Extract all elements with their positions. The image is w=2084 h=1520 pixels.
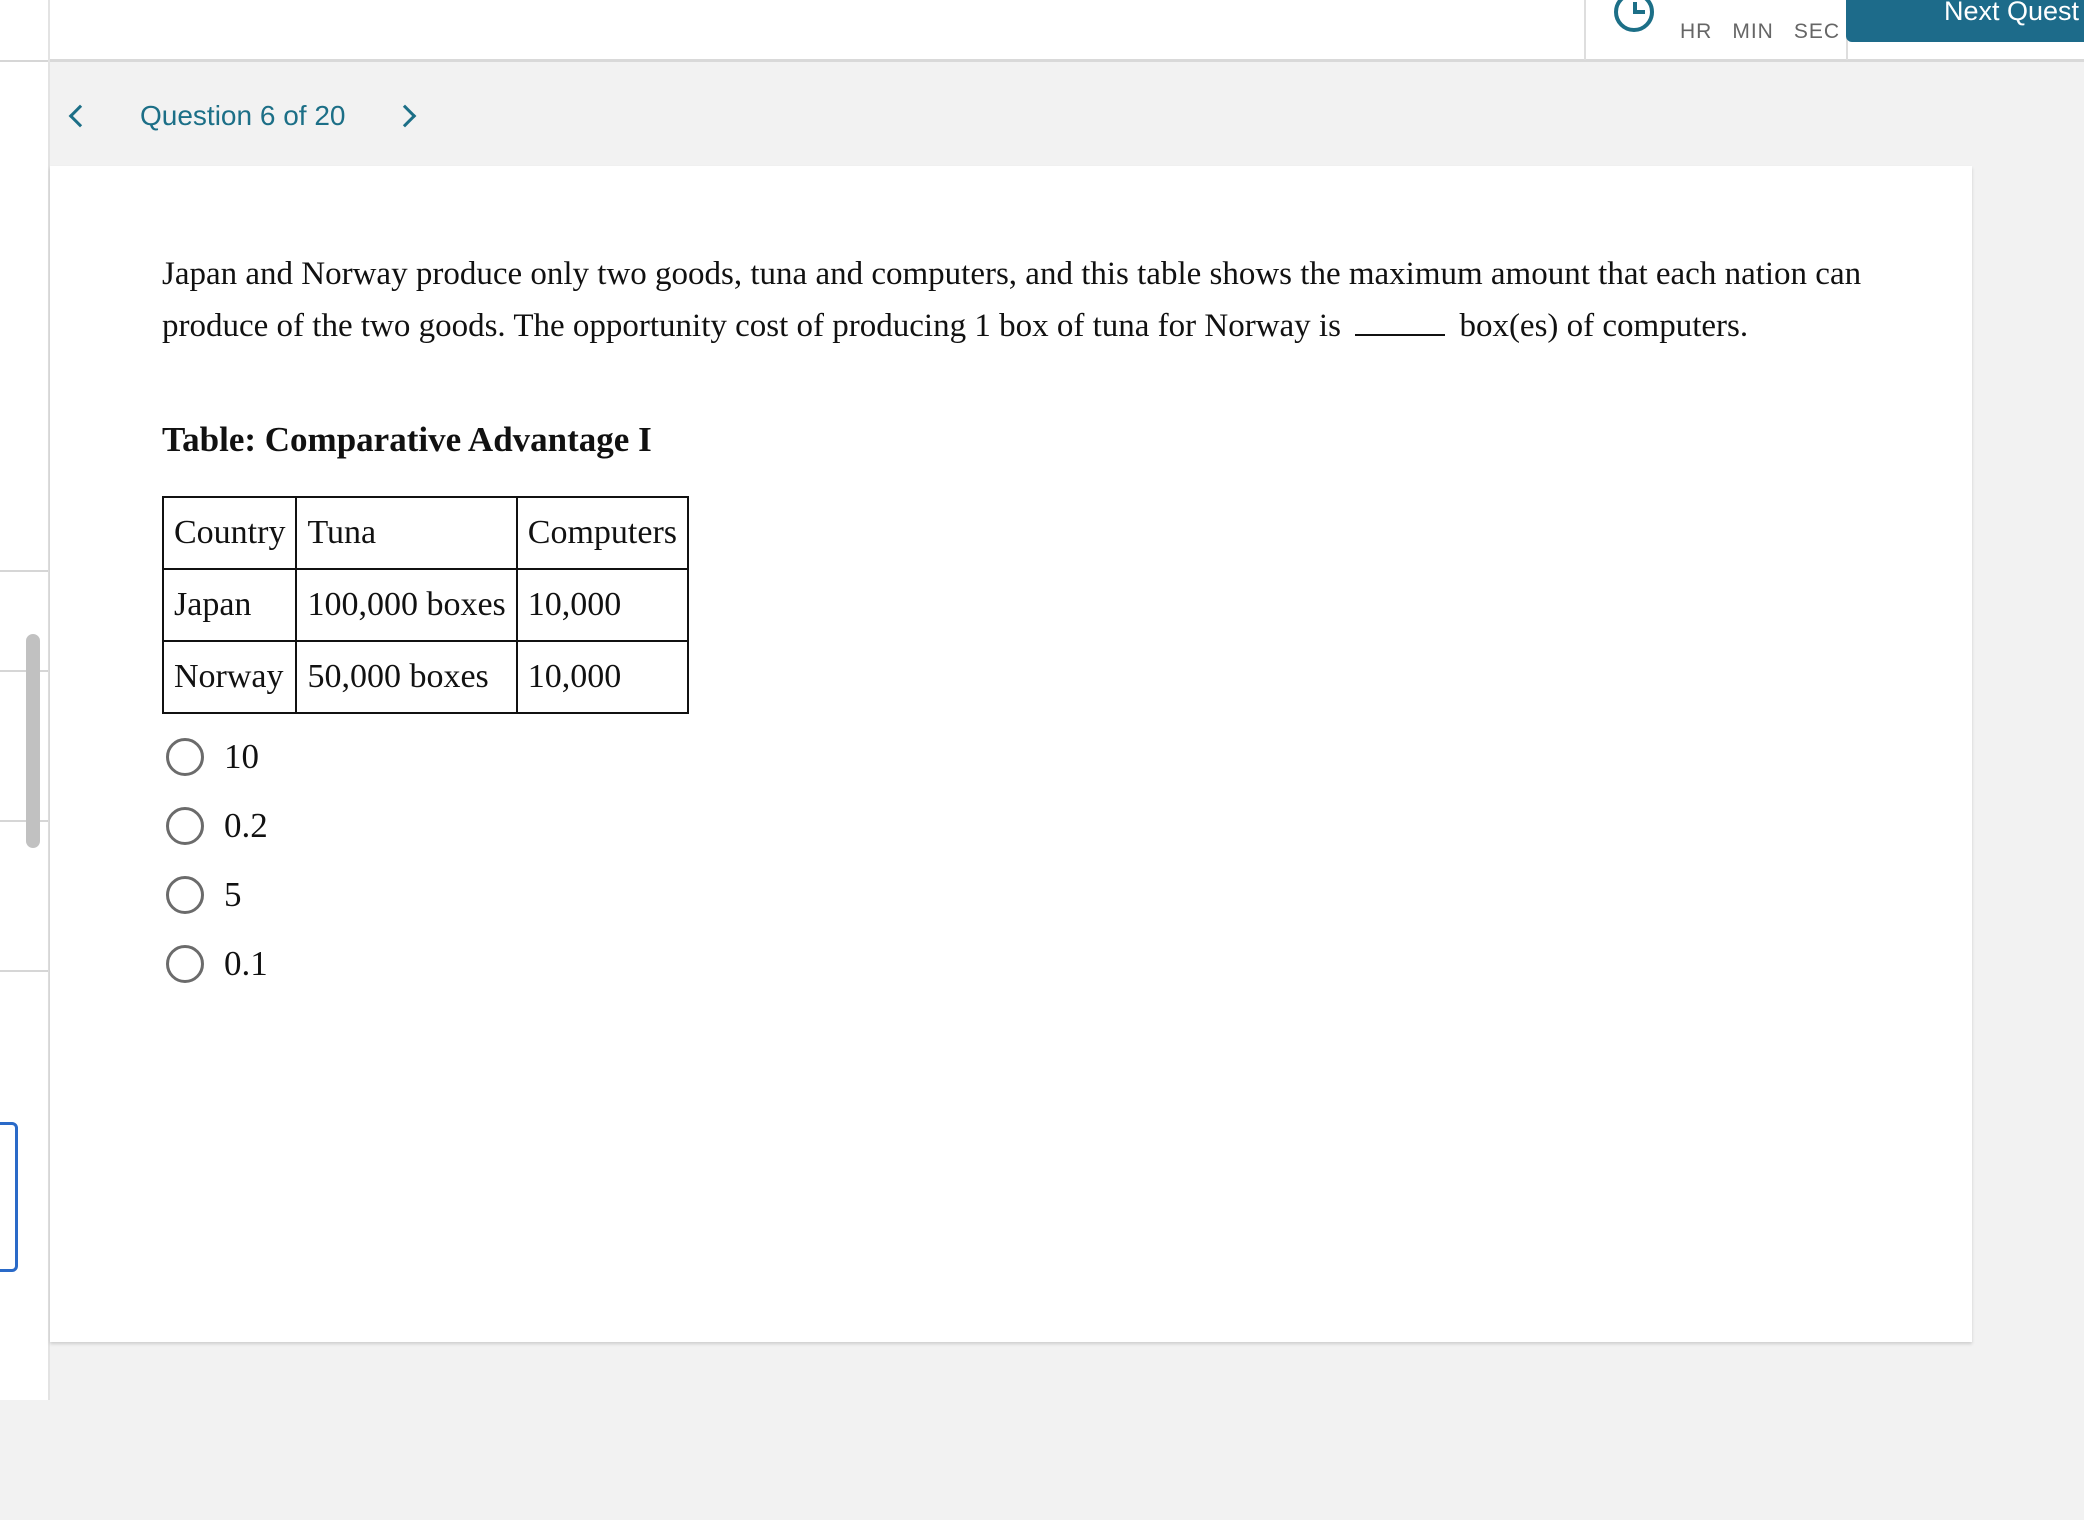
question-text-before: Japan and Norway produce only two goods, tuna and computers, and this table shows the maximum amount that each nation can produce of the two goods. The opportunity cost of producing 1 box of tuna for Norway is [162,256,1862,344]
table-cell: 50,000 boxes [296,641,516,713]
table-cell: Norway [163,641,296,713]
table-cell: 10,000 [517,569,688,641]
option-label[interactable]: 10 [224,736,259,776]
table-header-cell: Tuna [296,497,516,569]
table-cell: 100,000 boxes [296,569,516,641]
rail-selected-item[interactable] [0,1122,18,1272]
rail-divider [0,570,48,572]
rail-divider [0,820,48,822]
timer-label-hr: HR [1680,20,1713,43]
timer-label-min: MIN [1732,20,1774,43]
timer-labels [1680,20,1840,44]
radio-button[interactable] [166,945,204,983]
table-header-row [163,497,688,569]
rail-divider [0,970,48,972]
table-header-cell: Country [163,497,296,569]
comparative-advantage-table [162,496,689,714]
question-text [162,248,1922,352]
rail-divider [0,60,48,62]
radio-button[interactable] [166,807,204,845]
question-selector[interactable]: Question 6 of 20 [140,100,346,131]
answer-blank [1355,306,1445,336]
answer-option[interactable] [166,791,268,860]
answer-option[interactable] [166,722,268,791]
timer [1584,0,1848,60]
option-label[interactable]: 5 [224,874,242,914]
table-title: Table: Comparative Advantage I [162,420,652,459]
left-rail [0,0,50,1400]
rail-scrollbar[interactable] [26,634,40,848]
top-header [50,0,2084,62]
answer-option[interactable] [166,860,268,929]
question-card [50,166,1972,1342]
radio-button[interactable] [166,876,204,914]
radio-button[interactable] [166,738,204,776]
chevron-right-icon[interactable] [394,105,417,128]
option-label[interactable]: 0.1 [224,943,268,983]
question-nav [64,92,413,140]
table-row [163,641,688,713]
question-text-after: box(es) of computers. [1459,308,1749,344]
table-header-cell: Computers [517,497,688,569]
clock-icon [1614,0,1654,32]
chevron-left-icon[interactable] [69,105,92,128]
answer-options [166,722,268,998]
timer-label-sec: SEC [1793,20,1841,43]
next-question-button[interactable]: Next Quest [1846,0,2084,42]
table-cell: Japan [163,569,296,641]
answer-option[interactable] [166,929,268,998]
option-label[interactable]: 0.2 [224,805,268,845]
table-cell: 10,000 [517,641,688,713]
rail-divider [0,670,48,672]
table-row [163,569,688,641]
